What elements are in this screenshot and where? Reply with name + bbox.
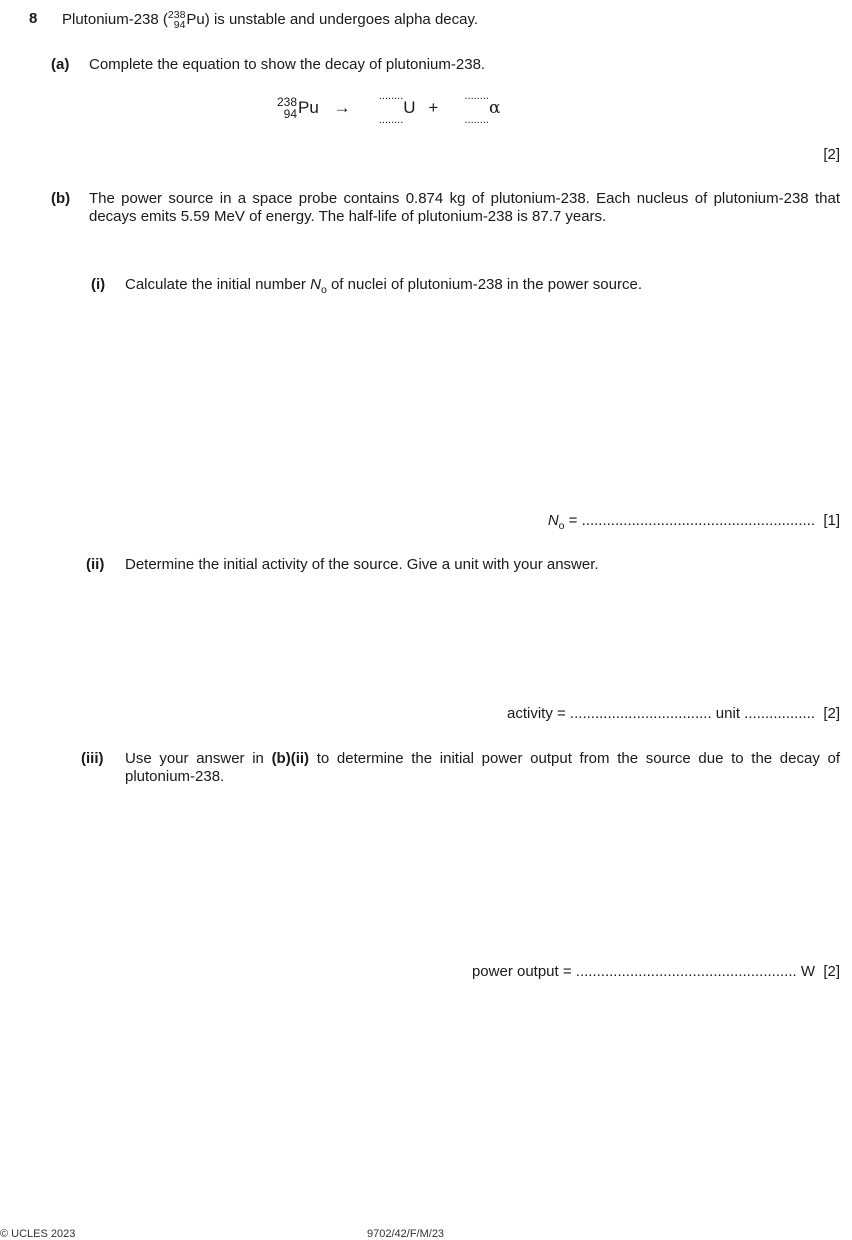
footer-copyright: © UCLES 2023 bbox=[0, 1228, 76, 1240]
intro-text-before: Plutonium-238 ( bbox=[62, 10, 168, 28]
part-b-iii-text-after: to determine the initial power output from the source due to the decay of plutonium-238. bbox=[125, 750, 840, 785]
part-b-i-answer-line[interactable] bbox=[547, 512, 815, 532]
part-b-i-text-after: of nuclei of plutonium-238 in the power source. bbox=[326, 276, 642, 293]
product2-atomic-blank[interactable]: ........ bbox=[464, 114, 489, 126]
answer-i-variable-subscript: o bbox=[558, 520, 565, 532]
part-b-iii-reference: (b)(ii) bbox=[271, 750, 310, 767]
part-b-i-variable: N bbox=[310, 276, 321, 293]
intro-nuclide-numbers bbox=[168, 10, 186, 30]
reactant-atomic-number: 94 bbox=[283, 107, 298, 121]
intro-atomic-number: 94 bbox=[173, 19, 186, 31]
part-b-i-text bbox=[125, 276, 642, 296]
part-b-i-text-before: Calculate the initial number bbox=[125, 276, 311, 293]
question-number: 8 bbox=[29, 10, 38, 27]
question-intro bbox=[62, 10, 478, 30]
footer-paper-code: 9702/42/F/M/23 bbox=[367, 1228, 445, 1240]
part-b-i-label: (i) bbox=[91, 276, 106, 293]
part-b-iii-text bbox=[125, 750, 840, 786]
product1-number-blanks[interactable] bbox=[365, 88, 403, 128]
product1-mass-blank[interactable]: ........ bbox=[378, 90, 404, 102]
product1-atomic-blank[interactable]: ........ bbox=[378, 114, 404, 126]
part-b-iii-text-before: Use your answer in bbox=[125, 750, 272, 767]
part-b-iii-label: (iii) bbox=[81, 750, 104, 767]
product2-symbol: α bbox=[488, 98, 501, 118]
part-b-text: The power source in a space probe contains 0.874 kg of plutonium-238. Each nucleus of plutonium-238 that decays emits 5.59 MeV of energy. The half-life of plutonium-238 is 87.7 years. bbox=[89, 190, 840, 225]
intro-nuclide-symbol: Pu bbox=[186, 10, 205, 28]
part-b-iii-marks: [2] bbox=[823, 963, 840, 980]
part-b-ii-text: Determine the initial activity of the source. Give a unit with your answer. bbox=[125, 556, 599, 573]
product2-mass-blank[interactable]: ........ bbox=[464, 90, 489, 102]
part-b-i-variable-subscript: o bbox=[320, 284, 327, 296]
answer-i-dots[interactable]: = ........................................................ bbox=[564, 512, 815, 529]
intro-text-after: ) is unstable and undergoes alpha decay. bbox=[204, 10, 479, 28]
reactant-numbers bbox=[277, 96, 297, 120]
answer-i-variable: N bbox=[547, 512, 559, 529]
product2-number-blanks[interactable] bbox=[451, 88, 489, 128]
product1-symbol: U bbox=[403, 98, 416, 117]
decay-equation bbox=[277, 88, 500, 128]
part-a-text: Complete the equation to show the decay of plutonium-238. bbox=[89, 56, 486, 73]
plus-sign: + bbox=[428, 98, 439, 117]
part-a-label: (a) bbox=[51, 56, 70, 73]
part-b-ii-marks: [2] bbox=[823, 705, 840, 722]
part-b-iii-answer-line[interactable]: power output = ..................................................... W bbox=[471, 963, 815, 980]
part-b-ii-label: (ii) bbox=[86, 556, 105, 573]
reactant-symbol: Pu bbox=[298, 98, 319, 117]
reactant-mass-number: 238 bbox=[277, 95, 298, 109]
part-b-label: (b) bbox=[51, 190, 71, 207]
part-b-i-marks: [1] bbox=[823, 512, 840, 529]
intro-mass-number: 238 bbox=[167, 9, 186, 21]
reaction-arrow: → bbox=[333, 98, 351, 117]
part-b-ii-answer-line[interactable]: activity = .................................. unit ................. bbox=[507, 705, 815, 722]
part-a-marks: [2] bbox=[823, 146, 840, 163]
